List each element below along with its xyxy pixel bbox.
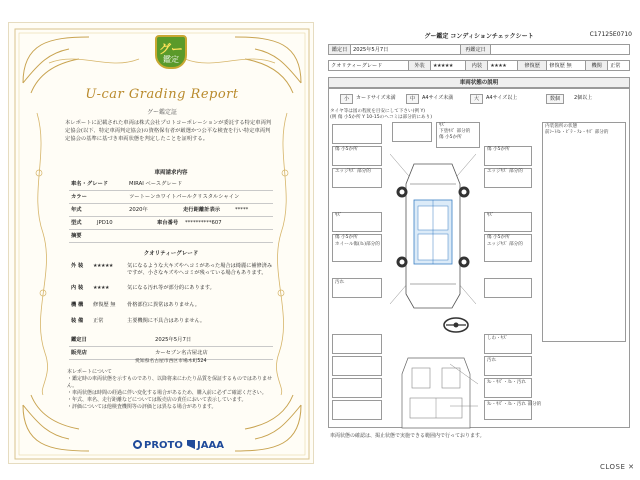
label-left-edge: エッジｷｽﾞ 部分的 [335, 169, 371, 174]
row-date [69, 334, 273, 347]
description-heading: 車両状態の説明 [328, 77, 630, 88]
dealer-label: 販売店 [71, 350, 87, 356]
badge-bottom-text: 鑑定 [163, 55, 179, 64]
row-address [69, 356, 273, 369]
note-item: ・評価については他検査機関等の評価とは異なる場合があります。 [67, 404, 217, 410]
grading-certificate [8, 22, 314, 464]
label-interior-d: ｽﾚ・ｷｽﾞ・ｽﾚ・汚れ 部分的 [487, 402, 542, 407]
row-year-mileage [69, 204, 273, 217]
mechanical-grade: 修復歴 無 [93, 302, 116, 308]
name-value: MIRAI ベースグレード [129, 181, 183, 187]
label-interior-a: しわ・ｷｽﾞ [487, 336, 508, 341]
size-mid-desc: A4サイズ未満 [422, 95, 454, 101]
proto-logo-text: PROTO [144, 440, 183, 451]
mileage-label: 走行距離計表示 [183, 207, 221, 213]
sheet-repair-value: 修復歴 無 [547, 61, 586, 71]
exterior-text: 気になるような大キズやへコミがあった場合は綺麗に補修済みですが、小さなキズやへコミが残っている場合もあります。 [127, 263, 273, 276]
label-interior-b: 汚れ [487, 358, 497, 363]
model-value: JPD10 [97, 220, 113, 226]
date-value: 2025年5月7日 [155, 337, 192, 343]
sheet-recheck-label: 再鑑定日 [461, 45, 491, 55]
interior-label: 内 装 [71, 285, 84, 291]
sheet-quality-label: クオリティーグレード [329, 61, 409, 71]
box-left-lower-b [332, 356, 382, 376]
name-label: 車名・グレード [71, 181, 109, 187]
mechanical-text: 骨格部位に異常はありません。 [127, 302, 200, 308]
car-interior-diagram [394, 354, 478, 434]
sheet-interior-label: 内装 [466, 61, 488, 71]
grade-table [328, 60, 630, 71]
exterior-stars: ★★★★★ [93, 263, 113, 269]
model-label: 型式 [71, 220, 82, 226]
sheet-exterior-label: 外装 [409, 61, 431, 71]
steering-wheel-icon [442, 316, 470, 334]
sheet-date-label: 鑑定日 [329, 45, 351, 55]
label-right-front: 傷 小5か所 [487, 147, 510, 152]
quality-section-heading: クオリティーグレード [143, 251, 199, 257]
label-left-wheel: ホイール傷(ｽﾚ)部分的 [335, 242, 380, 247]
count-desc: 2個以上 [574, 95, 593, 101]
date-label: 鑑定日 [71, 337, 87, 343]
label-right-wheel: エッジｷｽﾞ 部分的 [487, 242, 523, 247]
jaaa-logo [187, 440, 224, 451]
label-roof: ｷｽﾞ 下塗ｷｽﾞ 部分的 傷 小5か所 [439, 123, 471, 140]
equipment-grade: 正常 [93, 318, 104, 324]
proto-mark-icon [133, 440, 142, 449]
vehicle-section-heading: 車両請求内容 [154, 170, 188, 176]
goo-kantei-badge [155, 35, 187, 69]
row-color [69, 191, 273, 204]
count-label: 数個 [546, 94, 564, 104]
label-right-mid: 傷 小5か所 [487, 235, 510, 240]
box-left-top [332, 124, 382, 144]
jaaa-mark-icon [187, 440, 195, 449]
close-label: CLOSE [600, 463, 626, 471]
equipment-label: 装 備 [71, 318, 84, 324]
exterior-label: 外 装 [71, 263, 84, 269]
sheet-repair-label: 修復歴 [518, 61, 547, 71]
label-left-door: ｷｽﾞ [335, 213, 342, 218]
row-model-vin [69, 217, 273, 230]
note-item: ・車両状態は時間の経過に伴い変化する場合があるため、購入前に必ずご確認ください。 [67, 390, 267, 396]
box-right-rear [484, 278, 532, 298]
date-table [328, 44, 630, 55]
label-left-front: 傷 小5か所 [335, 147, 358, 152]
label-left-mid: 傷 小5か所 [335, 235, 358, 240]
sheet-mechanical-value: 正常 [608, 61, 630, 71]
sheet-recheck-value [491, 45, 630, 55]
row-memo [69, 230, 273, 243]
vin-label: 車台番号 [157, 220, 179, 226]
vin-value: **********607 [185, 220, 222, 226]
certificate-title: U-car Grading Report [85, 87, 239, 102]
memo-label: 摘要 [71, 233, 82, 239]
label-right-edge: エッジｷｽﾞ 部分的 [487, 169, 523, 174]
grade-exterior [69, 263, 273, 279]
label-right-door: ｷｽﾞ [487, 213, 494, 218]
sheet-code: C17125E0710 [589, 31, 632, 38]
interior-text: 気になる汚れ等が部分的にあります。 [127, 285, 215, 291]
proto-logo [133, 440, 183, 451]
certificate-subtitle: グー鑑定証 [146, 109, 177, 116]
dealer-value: カーセブン名古屋北店 [155, 350, 208, 356]
year-label: 年式 [71, 207, 82, 213]
note-item: ・年式、車名、走行距離などについては販売店の責任において表示しています。 [67, 397, 247, 403]
close-button[interactable] [600, 463, 635, 471]
sheet-mechanical-label: 機関 [586, 61, 608, 71]
size-small-desc: カードサイズ未満 [356, 95, 396, 101]
mileage-value: ***** [235, 207, 249, 213]
color-label: カラー [71, 194, 87, 200]
mechanical-label: 機 構 [71, 302, 84, 308]
label-interior-detail: 内装箇所の状態 前ｼｰﾄｽﾚ・ﾋﾞﾗ・ｽﾚ・ｷｽﾞ 部分的 [545, 124, 609, 135]
color-value: ツートーンホワイトパールクリスタルシャイン [129, 194, 240, 200]
year-value: 2020年 [129, 207, 148, 213]
interior-stars: ★★★★ [93, 285, 109, 291]
row-name-grade [69, 178, 273, 191]
certificate-intro: 本レポートに記載された車両は株式会社プロトコーポレーションが委託する特定車両判定協会(以下、特定車両判定協会)の資格保有者が厳選かつ公平な検査を行い特定車両判定協会の基準に基づき車両状態を判定したことを証明する。 [65, 120, 272, 142]
sheet-title: グー鑑定 コンディションチェックシート [424, 33, 534, 40]
jaaa-logo-text: JAAA [197, 440, 224, 451]
report-notes [67, 369, 277, 411]
equipment-text: 主要機関に不具合はありません。 [127, 318, 206, 324]
sheet-footer-note: 車両状態の確認は、掲止状態で実施できる範囲内で行っております。 [330, 433, 485, 439]
legend-note: タイヤ等は図の程度を目安にして下さい(例 Y) (例 傷 小5か所 Y 10-15のヘコミは部分的にあり) [330, 109, 433, 120]
sheet-exterior-stars: ★★★★★ [430, 61, 465, 71]
sheet-interior-stars: ★★★★ [488, 61, 518, 71]
size-mid: 中 [406, 94, 419, 104]
notes-title: 本レポートについて [67, 369, 112, 375]
box-front-left [392, 122, 432, 142]
label-interior-c: ｽﾚ・ｷｽﾞ・ｽﾚ・汚れ [487, 380, 527, 385]
close-icon: ✕ [628, 463, 635, 471]
box-interior-detail [542, 122, 626, 342]
size-large-desc: A4サイズ以上 [486, 95, 518, 101]
size-small: 小 [340, 94, 353, 104]
size-large: 大 [470, 94, 483, 104]
sheet-date-value: 2025年5月7日 [351, 45, 461, 55]
note-item: ・鑑定時の車両状態を示すものであり、以降将来にわたり品質を保証するものではありません。 [67, 376, 273, 389]
car-exterior-diagram [390, 144, 476, 312]
condition-check-sheet [326, 22, 632, 464]
box-left-lower-d [332, 400, 382, 420]
badge-top-text: グー [158, 42, 183, 56]
address-value: 愛知県名古屋市西区市場木町524 [135, 359, 207, 364]
label-left-rear: 汚れ [335, 280, 345, 285]
box-left-lower-a [332, 334, 382, 354]
box-left-lower-c [332, 378, 382, 398]
